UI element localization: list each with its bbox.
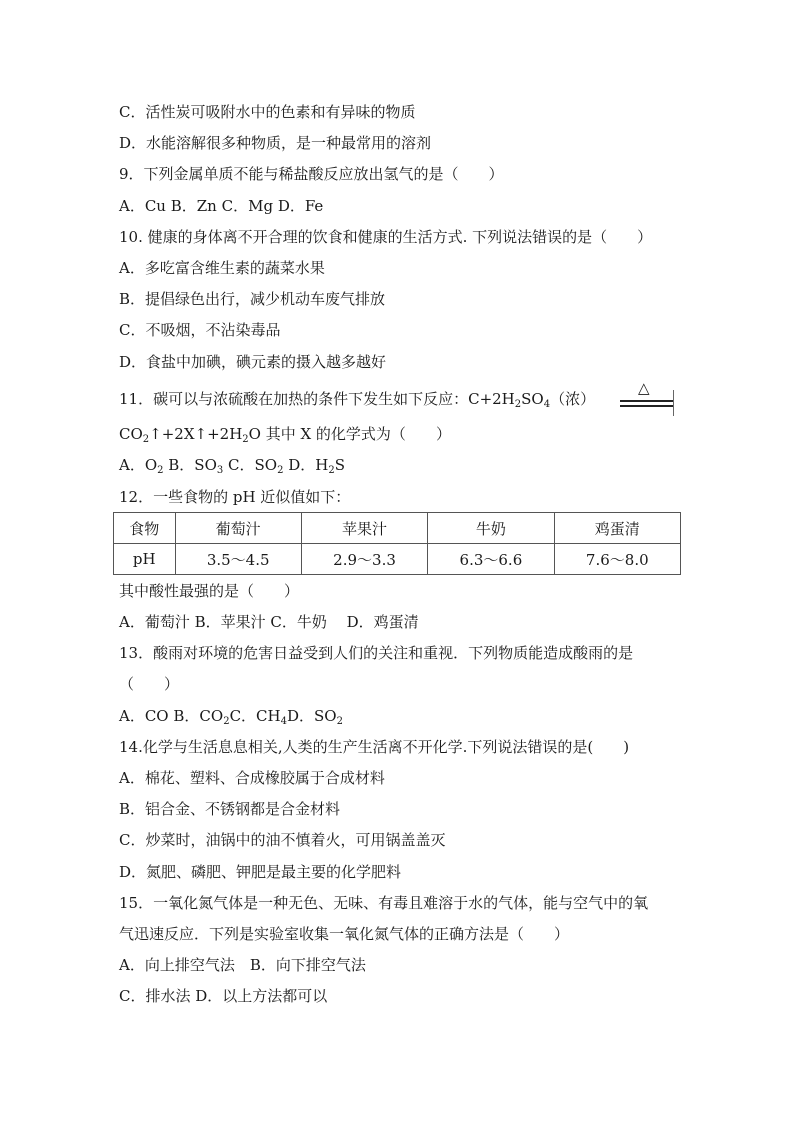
q11-opt-sub: 3	[216, 465, 224, 476]
question-11-equation	[119, 424, 451, 444]
question-15-options-cd: C．排水法 D．以上方法都可以	[119, 987, 328, 1005]
q11-text: （浓）	[550, 390, 596, 408]
q11-opt: S	[334, 456, 346, 474]
q13-opt: A．CO B．CO	[119, 707, 224, 725]
question-15-options-ab: A．向上排空气法 B．向下排空气法	[119, 956, 366, 974]
q13-opt-sub: 4	[280, 716, 287, 727]
q11-text: SO	[521, 390, 544, 408]
question-12: 12．一些食物的 pH 近似值如下：	[119, 488, 351, 506]
question-14: 14.化学与生活息息相关,人类的生产生活离不开化学.下列说法错误的是( )	[119, 738, 630, 756]
q11-opt-sub: 2	[328, 465, 335, 476]
equals-bar	[620, 400, 674, 402]
q11-eq-sub: 2	[142, 434, 150, 445]
question-13-options	[119, 706, 343, 726]
question-13-blank: （ ）	[119, 675, 180, 693]
q11-opt: B．SO	[163, 456, 217, 474]
table-cell: pH	[114, 544, 176, 575]
table-cell: 3.5～4.5	[175, 544, 301, 575]
question-11	[119, 389, 595, 409]
option-c-q8: C．活性炭可吸附水中的色素和有异味的物质	[119, 103, 416, 121]
q11-eq-text: CO	[119, 425, 143, 443]
option-d-q8: D．水能溶解很多种物质，是一种最常用的溶剂	[119, 134, 432, 152]
q13-opt: D．SO	[286, 707, 337, 725]
question-11-options	[119, 455, 345, 475]
q11-sub: 4	[543, 399, 551, 410]
table-cell: 鸡蛋清	[554, 513, 680, 544]
reaction-condition-arrow	[620, 380, 674, 416]
question-14-option-d: D．氮肥、磷肥、钾肥是最主要的化学肥料	[119, 863, 402, 881]
q11-eq-text: O 其中 X 的化学式为（ ）	[248, 425, 451, 443]
table-cell: 2.9～3.3	[301, 544, 427, 575]
question-15-cont: 气迅速反应．下列是实验室收集一氧化氮气体的正确方法是（ ）	[119, 925, 570, 943]
q11-sub: 2	[514, 399, 522, 410]
question-10-option-a: A．多吃富含维生素的蔬菜水果	[119, 259, 325, 277]
question-10-option-b: B．提倡绿色出行，减少机动车废气排放	[119, 290, 386, 308]
question-14-option-a: A．棉花、塑料、合成橡胶属于合成材料	[119, 769, 385, 787]
q11-opt-sub: 2	[157, 465, 164, 476]
q13-opt-sub: 2	[223, 716, 230, 727]
table-cell: 苹果汁	[301, 513, 427, 544]
table-cell: 7.6～8.0	[554, 544, 680, 575]
table-row	[114, 544, 681, 575]
q11-opt: C．SO	[223, 456, 278, 474]
q13-opt: C．CH	[229, 707, 281, 725]
q11-opt: A．O	[119, 456, 158, 474]
q11-text: 11．碳可以与浓硫酸在加热的条件下发生如下反应：C+2H	[119, 390, 515, 408]
table-cell: 6.3～6.6	[428, 544, 554, 575]
q11-eq-text: ↑+2X↑+2H	[149, 425, 243, 443]
question-10-option-c: C．不吸烟，不沾染毒品	[119, 321, 281, 339]
question-14-option-b: B．铝合金、不锈钢都是合金材料	[119, 800, 341, 818]
question-9-options: A．Cu B．Zn C．Mg D．Fe	[119, 197, 324, 215]
question-10-option-d: D．食盐中加碘，碘元素的摄入越多越好	[119, 353, 387, 371]
line-break-mark	[673, 390, 674, 416]
q11-opt: D．H	[283, 456, 329, 474]
question-14-option-c: C．炒菜时，油锅中的油不慎着火，可用锅盖盖灭	[119, 831, 446, 849]
ph-table	[113, 512, 681, 575]
question-15: 15．一氧化氮气体是一种无色、无味、有毒且难溶于水的气体，能与空气中的氧	[119, 894, 649, 912]
table-row	[114, 513, 681, 544]
q11-opt-sub: 2	[277, 465, 284, 476]
table-cell: 食物	[114, 513, 176, 544]
heat-symbol: △	[638, 379, 650, 397]
question-13: 13．酸雨对环境的危害日益受到人们的关注和重视．下列物质能造成酸雨的是	[119, 644, 634, 662]
question-9: 9．下列金属单质不能与稀盐酸反应放出氢气的是（ ）	[119, 165, 504, 183]
table-cell: 葡萄汁	[175, 513, 301, 544]
table-cell: 牛奶	[428, 513, 554, 544]
question-12-options: A．葡萄汁 B．苹果汁 C．牛奶 D．鸡蛋清	[119, 613, 419, 631]
question-10: 10. 健康的身体离不开合理的饮食和健康的生活方式. 下列说法错误的是（ ）	[119, 228, 653, 246]
equals-bar	[620, 405, 674, 407]
q11-eq-sub: 2	[242, 434, 249, 445]
q13-opt-sub: 2	[336, 716, 343, 727]
question-12-prompt: 其中酸性最强的是（ ）	[119, 582, 300, 600]
